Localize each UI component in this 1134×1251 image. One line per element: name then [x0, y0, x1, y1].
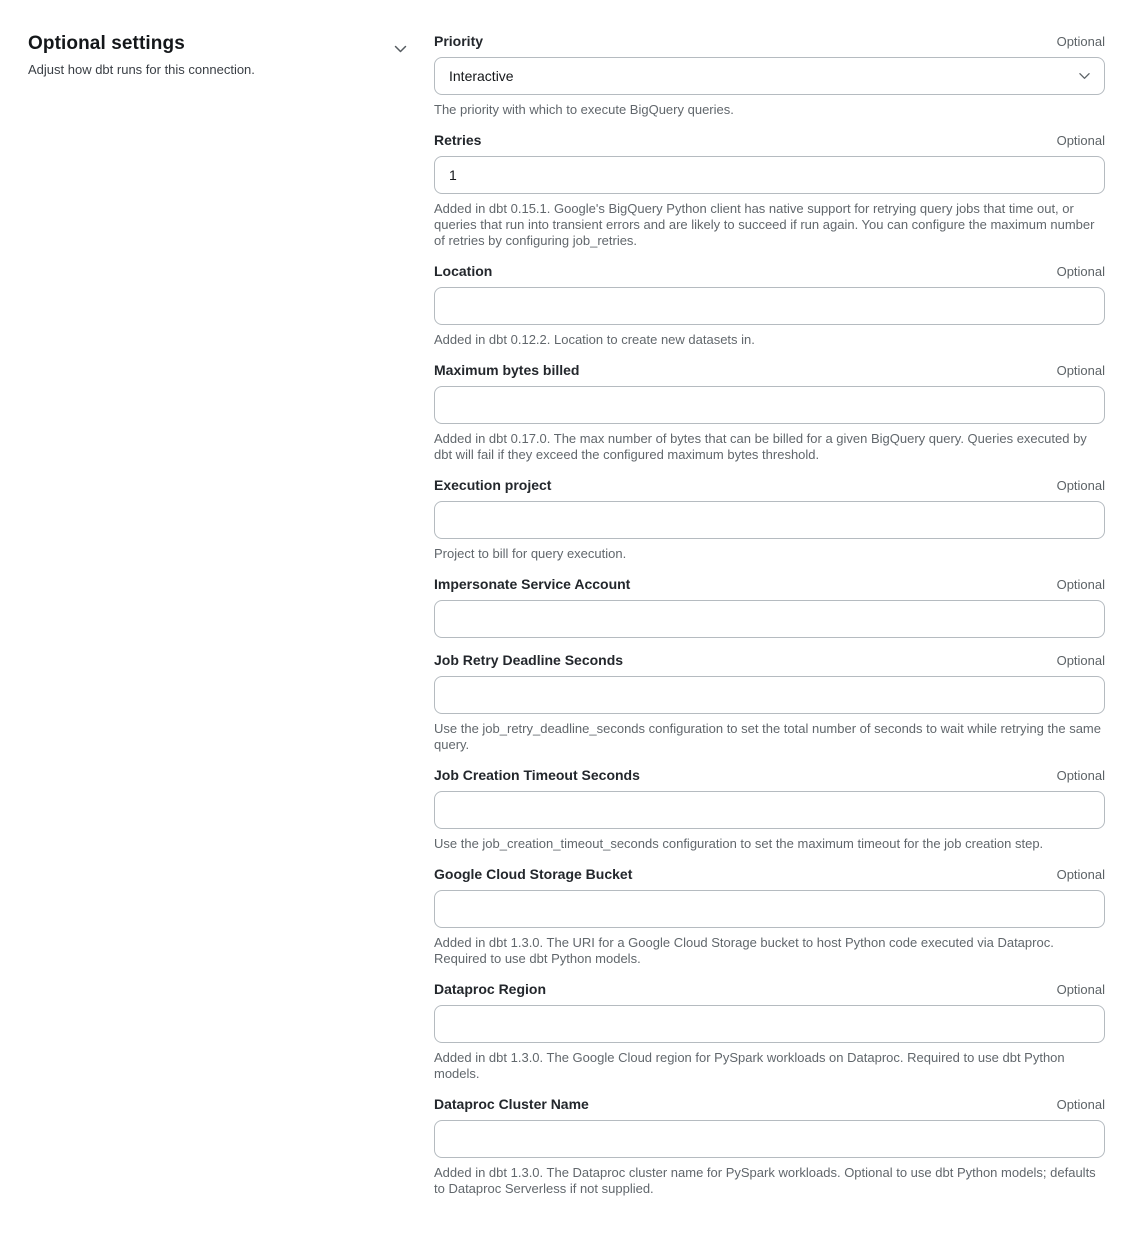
section-header	[28, 33, 411, 78]
field-help: Added in dbt 1.3.0. The URI for a Google Cloud Storage bucket to host Python code executed via Dataproc. Required to use dbt Python models.	[434, 935, 1054, 966]
field-label: Job Retry Deadline Seconds	[434, 652, 624, 668]
optional-badge: Optional	[1056, 653, 1105, 668]
field-retries	[434, 132, 1105, 249]
field-label: Priority	[434, 33, 484, 49]
field-label: Execution project	[434, 477, 552, 493]
section-meta	[28, 33, 255, 78]
field-job-creation-timeout-seconds	[434, 767, 1105, 852]
field-help: The priority with which to execute BigQuery queries.	[434, 102, 734, 117]
maximum-bytes-billed-input[interactable]	[434, 386, 1105, 424]
field-maximum-bytes-billed	[434, 362, 1105, 463]
field-help: Added in dbt 1.3.0. The Dataproc cluster name for PySpark workloads. Optional to use dbt Python models; defaults to Dataproc Serverless if not supplied.	[434, 1165, 1096, 1196]
settings-form	[434, 33, 1105, 1211]
field-label: Impersonate Service Account	[434, 576, 631, 592]
field-label: Dataproc Cluster Name	[434, 1096, 589, 1112]
chevron-down-icon	[1079, 72, 1090, 80]
field-help: Added in dbt 1.3.0. The Google Cloud region for PySpark workloads on Dataproc. Required to use dbt Python models.	[434, 1050, 1065, 1081]
field-help: Use the job_retry_deadline_seconds configuration to set the total number of seconds to wait while retrying the same query.	[434, 721, 1101, 752]
fields-container	[434, 33, 1105, 1197]
field-location	[434, 263, 1105, 348]
dataproc-cluster-name-input[interactable]	[434, 1120, 1105, 1158]
optional-badge: Optional	[1056, 363, 1105, 378]
optional-badge: Optional	[1056, 982, 1105, 997]
optional-badge: Optional	[1056, 1097, 1105, 1112]
field-head	[434, 767, 1105, 783]
field-label: Location	[434, 263, 493, 279]
field-label: Maximum bytes billed	[434, 362, 580, 378]
field-label: Retries	[434, 132, 482, 148]
field-execution-project	[434, 477, 1105, 562]
optional-badge: Optional	[1056, 478, 1105, 493]
job-retry-deadline-seconds-input[interactable]	[434, 676, 1105, 714]
field-dataproc-cluster-name	[434, 1096, 1105, 1197]
retries-input[interactable]	[434, 156, 1105, 194]
optional-badge: Optional	[1056, 34, 1105, 49]
optional-badge: Optional	[1056, 577, 1105, 592]
optional-badge: Optional	[1056, 133, 1105, 148]
field-help: Project to bill for query execution.	[434, 546, 627, 561]
location-input[interactable]	[434, 287, 1105, 325]
field-google-cloud-storage-bucket	[434, 866, 1105, 967]
section-collapse-button[interactable]	[390, 41, 411, 58]
field-head	[434, 477, 1105, 493]
field-head	[434, 33, 1105, 49]
impersonate-service-account-input[interactable]	[434, 600, 1105, 638]
field-label: Google Cloud Storage Bucket	[434, 866, 633, 882]
field-help: Added in dbt 0.17.0. The max number of bytes that can be billed for a given BigQuery query. Queries executed by dbt will fail if they exceed the configured maximum bytes threshold.	[434, 431, 1087, 462]
section-title: Optional settings	[28, 33, 185, 54]
field-priority	[434, 33, 1105, 118]
priority-select[interactable]	[434, 57, 1105, 95]
field-help: Added in dbt 0.12.2. Location to create new datasets in.	[434, 332, 755, 347]
chevron-down-icon	[394, 45, 407, 54]
field-head	[434, 866, 1105, 882]
google-cloud-storage-bucket-input[interactable]	[434, 890, 1105, 928]
dataproc-region-input[interactable]	[434, 1005, 1105, 1043]
field-help: Added in dbt 0.15.1. Google's BigQuery Python client has native support for retrying query jobs that time out, or queries that run into transient errors and are likely to succeed if run again. You can configure the maximum number of retries by configuring job_retries.	[434, 201, 1095, 248]
field-head	[434, 263, 1105, 279]
field-head	[434, 132, 1105, 148]
section-subtitle: Adjust how dbt runs for this connection.	[28, 62, 255, 77]
optional-badge: Optional	[1056, 264, 1105, 279]
field-impersonate-service-account	[434, 576, 1105, 638]
field-label: Job Creation Timeout Seconds	[434, 767, 640, 783]
execution-project-input[interactable]	[434, 501, 1105, 539]
field-head	[434, 362, 1105, 378]
field-label: Dataproc Region	[434, 981, 547, 997]
optional-badge: Optional	[1056, 768, 1105, 783]
optional-badge: Optional	[1056, 867, 1105, 882]
field-job-retry-deadline-seconds	[434, 652, 1105, 753]
field-help: Use the job_creation_timeout_seconds configuration to set the maximum timeout for the job creation step.	[434, 836, 1044, 851]
field-head	[434, 981, 1105, 997]
field-head	[434, 576, 1105, 592]
select-value: Interactive	[449, 68, 514, 84]
field-dataproc-region	[434, 981, 1105, 1082]
job-creation-timeout-seconds-input[interactable]	[434, 791, 1105, 829]
field-head	[434, 1096, 1105, 1112]
field-head	[434, 652, 1105, 668]
